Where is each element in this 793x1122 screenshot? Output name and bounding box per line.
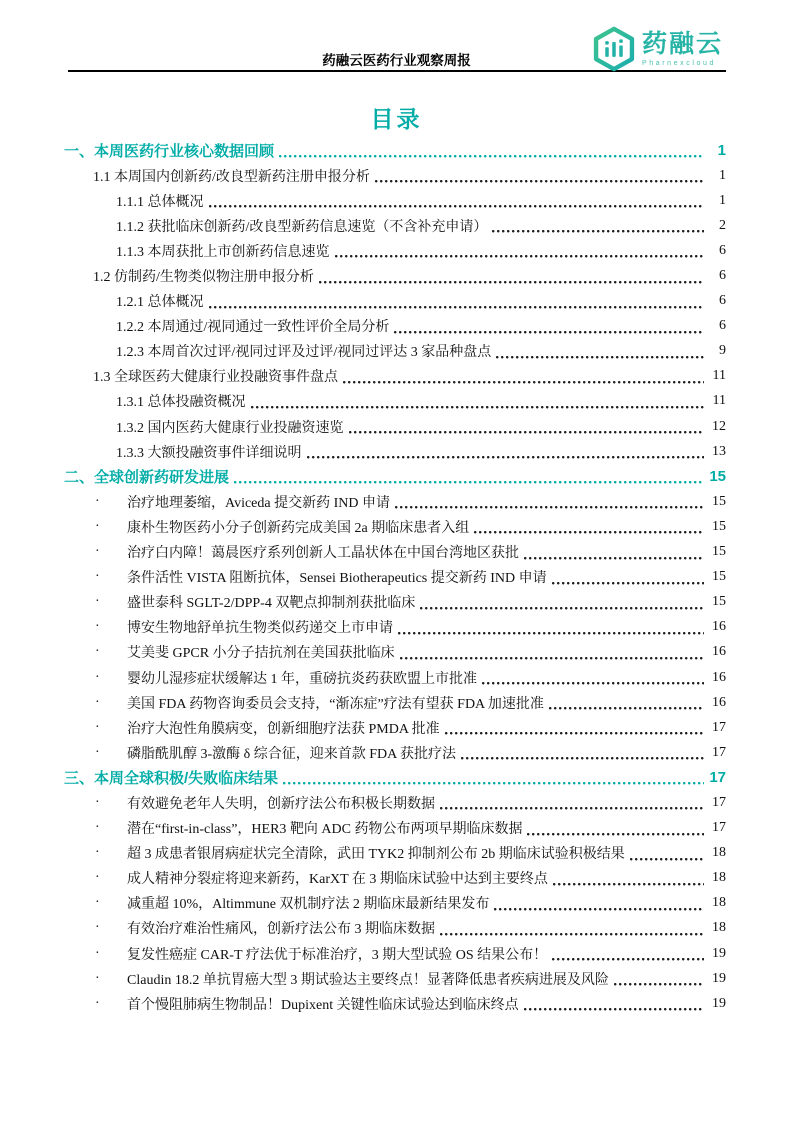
toc-entry-page-number: 13 — [712, 443, 726, 459]
toc-leader-dots — [395, 506, 704, 509]
toc-entry[interactable] — [0, 414, 793, 439]
toc-leader-dots — [630, 858, 704, 861]
toc-entry-page-number: 19 — [712, 995, 726, 1011]
toc-section-header[interactable] — [0, 138, 793, 163]
bullet-icon: · — [95, 744, 100, 760]
toc-leader-dots — [283, 782, 704, 785]
bullet-icon: · — [95, 820, 100, 836]
toc-entry-page-number: 16 — [712, 619, 726, 635]
toc-entry-page-number: 17 — [712, 744, 726, 760]
toc-entry-label: 1.1.2 获批临床创新药/改良型新药信息速览（不含补充申请） — [116, 219, 488, 235]
toc-entry[interactable] — [0, 690, 793, 715]
toc-entry-label: 1.3.3 大额投融资事件详细说明 — [116, 445, 302, 461]
toc-entry-page-number: 17 — [709, 769, 726, 787]
toc-leader-dots — [527, 833, 704, 836]
toc-leader-dots — [307, 456, 705, 459]
toc-entry[interactable] — [0, 163, 793, 188]
toc-leader-dots — [398, 632, 704, 635]
toc-entry-label: 1.2.3 本周首次过评/视同过评及过评/视同过评达 3 家品种盘点 — [116, 345, 492, 361]
toc-entry-label: 有效治疗难治性痛风，创新疗法公布 3 期临床数据 — [127, 922, 435, 938]
toc-entry-page-number: 19 — [712, 945, 726, 961]
toc-entry-label: 盛世泰科 SGLT-2/DPP-4 双靶点抑制剂获批临床 — [127, 596, 416, 612]
toc-entry-page-number: 18 — [712, 895, 726, 911]
toc-leader-dots — [440, 933, 704, 936]
toc-leader-dots — [279, 155, 704, 158]
toc-entry[interactable] — [0, 866, 793, 891]
toc-entry-label: 1.3 全球医药大健康行业投融资事件盘点 — [93, 370, 338, 386]
toc-entry-label: 磷脂酰肌醇 3-激酶 δ 综合征，迎来首款 FDA 获批疗法 — [127, 746, 456, 762]
toc-entry-label: 减重超 10%，Altimmune 双机制疗法 2 期临床最新结果发布 — [127, 897, 490, 913]
toc-entry-page-number: 9 — [719, 343, 726, 359]
pharmacloud-logo — [593, 26, 723, 72]
toc-leader-dots — [319, 281, 704, 284]
toc-entry-page-number: 15 — [712, 594, 726, 610]
toc-entry-label: 成人精神分裂症将迎来新药，KarXT 在 3 期临床试验中达到主要终点 — [127, 872, 548, 888]
toc-entry-label: 博安生物地舒单抗生物类似药递交上市申请 — [127, 621, 393, 637]
toc-entry[interactable] — [0, 991, 793, 1016]
toc-entry-page-number: 16 — [712, 694, 726, 710]
toc-entry-label: 条件活性 VISTA 阻断抗体，Sensei Biotherapeutics 提交新药 IND 申请 — [127, 571, 547, 587]
toc-entry[interactable] — [0, 590, 793, 615]
bullet-icon: · — [95, 945, 100, 961]
toc-entry-label: 三、本周全球积极/失败临床结果 — [64, 770, 279, 788]
toc-entry-label: 一、本周医药行业核心数据回顾 — [64, 143, 275, 161]
toc-entry[interactable] — [0, 514, 793, 539]
toc-entry[interactable] — [0, 790, 793, 815]
toc-entry-page-number: 6 — [719, 268, 726, 284]
toc-leader-dots — [552, 958, 704, 961]
toc-leader-dots — [335, 255, 705, 258]
toc-leader-dots — [552, 582, 704, 585]
toc-entry[interactable] — [0, 966, 793, 991]
toc-entry-page-number: 11 — [712, 393, 726, 409]
toc-leader-dots — [349, 431, 705, 434]
toc-entry-page-number: 6 — [719, 293, 726, 309]
bullet-icon: · — [95, 518, 100, 534]
logo-subtext: Pharnexcloud — [641, 59, 716, 67]
toc-leader-dots — [440, 807, 704, 810]
toc-entry-page-number: 6 — [719, 242, 726, 258]
toc-entry-label: 1.1 本周国内创新药/改良型新药注册申报分析 — [93, 169, 370, 185]
toc-leader-dots — [474, 531, 704, 534]
toc-entry-label: Claudin 18.2 单抗胃癌大型 3 期试验达主要终点！显著降低患者疾病进展及风险 — [127, 972, 609, 988]
toc-entry[interactable] — [0, 289, 793, 314]
toc-entry-page-number: 1 — [717, 142, 726, 160]
toc-leader-dots — [343, 381, 704, 384]
toc-entry-label: 康朴生物医药小分子创新药完成美国 2a 期临床患者入组 — [127, 520, 470, 536]
toc-entry[interactable] — [0, 339, 793, 364]
toc-entry-label: 有效避免老年人失明，创新疗法公布积极长期数据 — [127, 796, 435, 812]
toc-entry-label: 1.3.1 总体投融资概况 — [116, 395, 246, 411]
toc-entry[interactable] — [0, 816, 793, 841]
bullet-icon: · — [95, 694, 100, 710]
toc-leader-dots — [494, 908, 704, 911]
toc-title: 目录 — [370, 106, 423, 132]
bullet-icon: · — [95, 644, 100, 660]
toc-entry-label: 二、全球创新药研发进展 — [64, 469, 230, 487]
bullet-icon: · — [95, 845, 100, 861]
toc-entry[interactable] — [0, 916, 793, 941]
toc-entry-page-number: 17 — [712, 794, 726, 810]
toc-entry-page-number: 16 — [712, 669, 726, 685]
header-title: 药融云医药行业观察周报 — [322, 53, 471, 68]
toc-leader-dots — [375, 180, 704, 183]
toc-entry[interactable] — [0, 715, 793, 740]
toc-entry-page-number: 18 — [712, 920, 726, 936]
bullet-icon: · — [95, 870, 100, 886]
toc-list — [0, 138, 793, 1016]
toc-leader-dots — [549, 707, 704, 710]
bullet-icon: · — [95, 970, 100, 986]
toc-entry-page-number: 17 — [712, 719, 726, 735]
toc-leader-dots — [394, 331, 704, 334]
toc-leader-dots — [614, 983, 704, 986]
toc-entry-page-number: 2 — [719, 217, 726, 233]
toc-entry[interactable] — [0, 489, 793, 514]
toc-entry[interactable] — [0, 565, 793, 590]
toc-entry[interactable] — [0, 941, 793, 966]
toc-leader-dots — [492, 230, 704, 233]
bullet-icon: · — [95, 719, 100, 735]
bullet-icon: · — [95, 995, 100, 1011]
toc-entry-page-number: 15 — [712, 569, 726, 585]
hexagon-chart-icon — [593, 26, 635, 72]
toc-entry-label: 治疗大泡性角膜病变，创新细胞疗法获 PMDA 批准 — [127, 721, 440, 737]
toc-entry[interactable] — [0, 238, 793, 263]
toc-leader-dots — [496, 356, 704, 359]
toc-entry[interactable] — [0, 263, 793, 288]
toc-entry[interactable] — [0, 439, 793, 464]
toc-entry[interactable] — [0, 665, 793, 690]
toc-entry-label: 首个慢阻肺病生物制品！Dupixent 关键性临床试验达到临床终点 — [127, 997, 519, 1013]
toc-entry-page-number: 6 — [719, 318, 726, 334]
toc-entry-page-number: 18 — [712, 870, 726, 886]
bullet-icon: · — [95, 594, 100, 610]
toc-entry[interactable] — [0, 314, 793, 339]
toc-entry-label: 1.1.3 本周获批上市创新药信息速览 — [116, 244, 330, 260]
toc-leader-dots — [461, 757, 704, 760]
toc-entry-page-number: 11 — [712, 368, 726, 384]
toc-entry-page-number: 19 — [712, 970, 726, 986]
toc-leader-dots — [420, 607, 704, 610]
toc-entry-label: 1.3.2 国内医药大健康行业投融资速览 — [116, 420, 344, 436]
toc-entry[interactable] — [0, 364, 793, 389]
toc-leader-dots — [524, 557, 704, 560]
toc-entry-page-number: 15 — [712, 544, 726, 560]
toc-entry-label: 美国 FDA 药物咨询委员会支持，“渐冻症”疗法有望获 FDA 加速批准 — [127, 696, 544, 712]
bullet-icon: · — [95, 895, 100, 911]
bullet-icon: · — [95, 544, 100, 560]
toc-entry-label: 超 3 成患者银屑病症状完全清除，武田 TYK2 抑制剂公布 2b 期临床试验积极结果 — [127, 847, 625, 863]
toc-entry-label: 1.1.1 总体概况 — [116, 194, 204, 210]
toc-entry-label: 1.2.2 本周通过/视同通过一致性评价全局分析 — [116, 320, 390, 336]
logo-wordmark: 药融云 — [641, 29, 723, 58]
toc-leader-dots — [209, 306, 705, 309]
toc-entry[interactable] — [0, 213, 793, 238]
toc-entry[interactable] — [0, 640, 793, 665]
toc-section-header[interactable] — [0, 765, 793, 790]
toc-entry-label: 婴幼儿湿疹症状缓解达 1 年，重磅抗炎药获欧盟上市批准 — [127, 671, 477, 687]
toc-entry-label: 1.2 仿制药/生物类似物注册申报分析 — [93, 270, 314, 286]
toc-entry-label: 治疗地理萎缩，Aviceda 提交新药 IND 申请 — [127, 495, 390, 511]
toc-entry-page-number: 1 — [719, 192, 726, 208]
toc-entry-page-number: 15 — [709, 468, 726, 486]
toc-entry-label: 治疗白内障！蔼晨医疗系列创新人工晶状体在中国台湾地区获批 — [127, 546, 519, 562]
toc-entry[interactable] — [0, 740, 793, 765]
toc-leader-dots — [251, 406, 705, 409]
toc-entry-page-number: 18 — [712, 845, 726, 861]
toc-leader-dots — [209, 205, 705, 208]
bullet-icon: · — [95, 920, 100, 936]
toc-leader-dots — [400, 657, 704, 660]
toc-entry[interactable] — [0, 841, 793, 866]
toc-leader-dots — [524, 1008, 704, 1011]
bullet-icon: · — [95, 569, 100, 585]
toc-entry-label: 1.2.1 总体概况 — [116, 295, 204, 311]
bullet-icon: · — [95, 619, 100, 635]
toc-leader-dots — [482, 682, 704, 685]
bullet-icon: · — [95, 493, 100, 509]
toc-entry[interactable] — [0, 389, 793, 414]
toc-leader-dots — [445, 732, 704, 735]
toc-entry-page-number: 12 — [712, 418, 726, 434]
toc-leader-dots — [234, 481, 704, 484]
toc-entry-page-number: 16 — [712, 644, 726, 660]
toc-entry-label: 复发性癌症 CAR-T 疗法优于标准治疗，3 期大型试验 OS 结果公布！ — [127, 947, 548, 963]
toc-entry-page-number: 1 — [719, 167, 726, 183]
toc-leader-dots — [553, 883, 704, 886]
toc-entry-label: 潜在“first-in-class”，HER3 靶向 ADC 药物公布两项早期临床数据 — [127, 822, 523, 838]
toc-entry[interactable] — [0, 891, 793, 916]
toc-entry-page-number: 15 — [712, 518, 726, 534]
toc-entry[interactable] — [0, 615, 793, 640]
toc-entry-label: 艾美斐 GPCR 小分子拮抗剂在美国获批临床 — [127, 646, 395, 662]
toc-entry-page-number: 15 — [712, 493, 726, 509]
toc-entry[interactable] — [0, 188, 793, 213]
toc-section-header[interactable] — [0, 464, 793, 489]
toc-entry[interactable] — [0, 540, 793, 565]
toc-entry-page-number: 17 — [712, 820, 726, 836]
bullet-icon: · — [95, 669, 100, 685]
bullet-icon: · — [95, 794, 100, 810]
